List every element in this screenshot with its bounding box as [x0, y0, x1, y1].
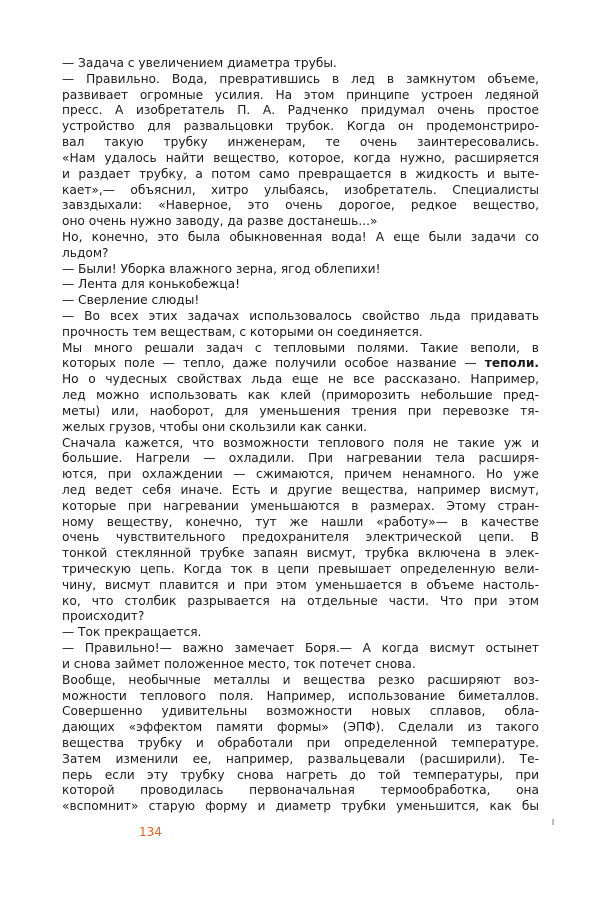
text-line-content: и снова займет положенное место, ток потечет снова.	[62, 656, 416, 671]
scan-mark	[552, 819, 554, 825]
text-line	[62, 356, 539, 372]
text-line-content: завздыхали: «Наверное, это очень дорогое, редкое вещество,	[62, 198, 539, 213]
text-line-content: большие. Нагрели — охладили. При нагревании тела расширя-	[62, 451, 539, 466]
text-line-content: лед ведет себя иначе. Есть и другие вещества, например висмут,	[62, 482, 539, 497]
text-line	[62, 673, 539, 689]
text-line-content: «вспомнит» старую форму и диаметр трубки уменьшится, как бы	[62, 799, 539, 814]
text-line-content: дающих «эффектом памяти формы» (ЭПФ). Сделали из такого	[62, 720, 539, 735]
text-line	[62, 420, 539, 436]
text-line	[62, 388, 539, 404]
text-line	[62, 341, 539, 357]
text-line-content: трическую цепь. Когда ток в цепи превышает определенную вели-	[62, 562, 539, 576]
text-line	[62, 372, 539, 388]
text-line-content: Мы много решали задач с тепловыми полями. Такие веполи, в	[62, 340, 539, 355]
text-line	[62, 309, 539, 325]
text-line-content: вещества трубку и обработали при определенной температуре.	[62, 735, 539, 750]
text-line	[62, 404, 539, 420]
text-line-content: вал такую трубку инженерам, те очень заинтересовались.	[62, 135, 539, 150]
text-line	[62, 736, 539, 752]
text-line-content: льдом?	[62, 245, 109, 260]
bold-term: теполи.	[484, 356, 539, 371]
text-line-content: — Во всех этих задачах использовалось свойство льда придавать	[62, 309, 539, 323]
text-line	[62, 609, 539, 625]
text-line	[62, 151, 539, 167]
text-line	[62, 483, 539, 499]
text-line	[62, 530, 539, 546]
text-line-content: перь если эту трубку снова нагреть до той температуры, при	[62, 767, 539, 782]
text-line-content: Совершенно удивительны возможности новых сплавов, обла-	[62, 704, 539, 719]
text-line-content: которой проводилась первоначальная термообработка, она	[62, 783, 539, 798]
text-line-content: ются, при охлаждении — сжимаются, причем ненамного. Но уже	[62, 467, 539, 482]
text-line	[62, 277, 539, 293]
text-line	[62, 262, 539, 278]
text-line-content: прочность тем веществам, с которыми он соединяется.	[62, 324, 423, 339]
text-line	[62, 546, 539, 562]
text-line-content: и раздает трубку, а потом само превращается в жидкость и выте-	[62, 166, 539, 181]
text-line-content: — Задача с увеличением диаметра трубы.	[62, 56, 337, 70]
body-text	[62, 56, 539, 815]
text-line-content: желых грузов, чтобы они скользили как санки.	[62, 419, 368, 434]
text-line	[62, 689, 539, 705]
text-line-content: ному веществу, конечно, тут же нашли «работу»— в качестве	[62, 514, 539, 529]
text-line	[62, 720, 539, 736]
text-line-content: происходит?	[62, 609, 145, 624]
text-line-content: Вообще, необычные металлы и вещества резко расширяют воз-	[62, 672, 539, 687]
text-line-content: ко, что столбик разрывается на отдельные части. Что при этом	[62, 593, 539, 608]
text-line-content: можности теплового поля. Например, использование биметаллов.	[62, 688, 539, 703]
text-line-content: — Лента для конькобежца!	[62, 277, 240, 292]
text-line-content: лед можно использовать как клей (приморозить небольшие пред-	[62, 388, 539, 403]
text-line	[62, 799, 539, 815]
text-line	[62, 135, 539, 151]
text-line-content: которых поле — тепло, даже получили особое название —	[62, 356, 477, 371]
text-line	[62, 183, 539, 199]
text-line-content: Сначала кажется, что возможности теплового поля не такие уж и	[62, 435, 539, 450]
text-line-content: меты) или, наоборот, для уменьшения трения при перевозке тя-	[62, 403, 539, 418]
text-line-content: развивает огромные усилия. На этом принципе устроен ледяной	[62, 87, 539, 102]
text-line-content: пресс. А изобретатель П. А. Радченко придумал очень простое	[62, 103, 539, 118]
text-line-content: оно очень нужно заводу, да разве достанешь...»	[62, 214, 378, 229]
text-line	[62, 641, 539, 657]
text-line-content: которые при нагревании уменьшаются в размерах. Этому стран-	[62, 498, 539, 513]
text-line	[62, 578, 539, 594]
text-line-content: — Ток прекращается.	[62, 625, 202, 640]
text-line	[62, 88, 539, 104]
text-line	[62, 198, 539, 214]
text-line	[62, 451, 539, 467]
text-line	[62, 594, 539, 610]
text-line	[62, 56, 539, 72]
text-line-content: Но, конечно, это была обыкновенная вода! А еще были задачи со	[62, 229, 539, 244]
text-line-content: Затем изменили ее, например, развальцевали (расширили). Те-	[62, 751, 539, 766]
text-line	[62, 119, 539, 135]
text-line-content: тонкой стеклянной трубке запаян висмут, трубка включена в элек-	[62, 546, 539, 561]
text-line	[62, 103, 539, 119]
text-line-content: — Правильно!— важно замечает Боря.— А когда висмут остынет	[62, 641, 539, 656]
text-line	[62, 214, 539, 230]
text-line-content: устройство для развальцовки трубок. Когда он продемонстриро-	[62, 119, 539, 134]
text-line	[62, 783, 539, 799]
text-line	[62, 72, 539, 88]
text-line-content: — Правильно. Вода, превратившись в лед в замкнутом объеме,	[62, 71, 539, 86]
text-line-content: «Нам удалось найти вещество, которое, когда нужно, расширяется	[62, 150, 539, 165]
text-line	[62, 515, 539, 531]
text-line	[62, 246, 539, 262]
text-line	[62, 562, 539, 578]
text-line	[62, 768, 539, 784]
page-number: 134	[139, 825, 162, 839]
text-line-content: очень чувствительного предохранителя электрической цепи. В	[62, 530, 539, 545]
text-line	[62, 752, 539, 768]
text-line	[62, 704, 539, 720]
text-line	[62, 467, 539, 483]
text-line-content: — Сверление слюды!	[62, 293, 200, 308]
text-line	[62, 657, 539, 673]
text-line-content: кает»,— объяснил, хитро улыбаясь, изобретатель. Специалисты	[62, 182, 539, 197]
text-line	[62, 293, 539, 309]
text-line-content: чину, висмут плавится и при этом уменьшается в объеме настоль-	[62, 577, 539, 592]
text-line	[62, 436, 539, 452]
text-line	[62, 167, 539, 183]
text-line-content: Но о чудесных свойствах льда еще не все рассказано. Например,	[62, 372, 539, 387]
text-line	[62, 325, 539, 341]
text-line	[62, 625, 539, 641]
text-line	[62, 230, 539, 246]
text-line-content: — Были! Уборка влажного зерна, ягод облепихи!	[62, 261, 381, 276]
text-line	[62, 499, 539, 515]
